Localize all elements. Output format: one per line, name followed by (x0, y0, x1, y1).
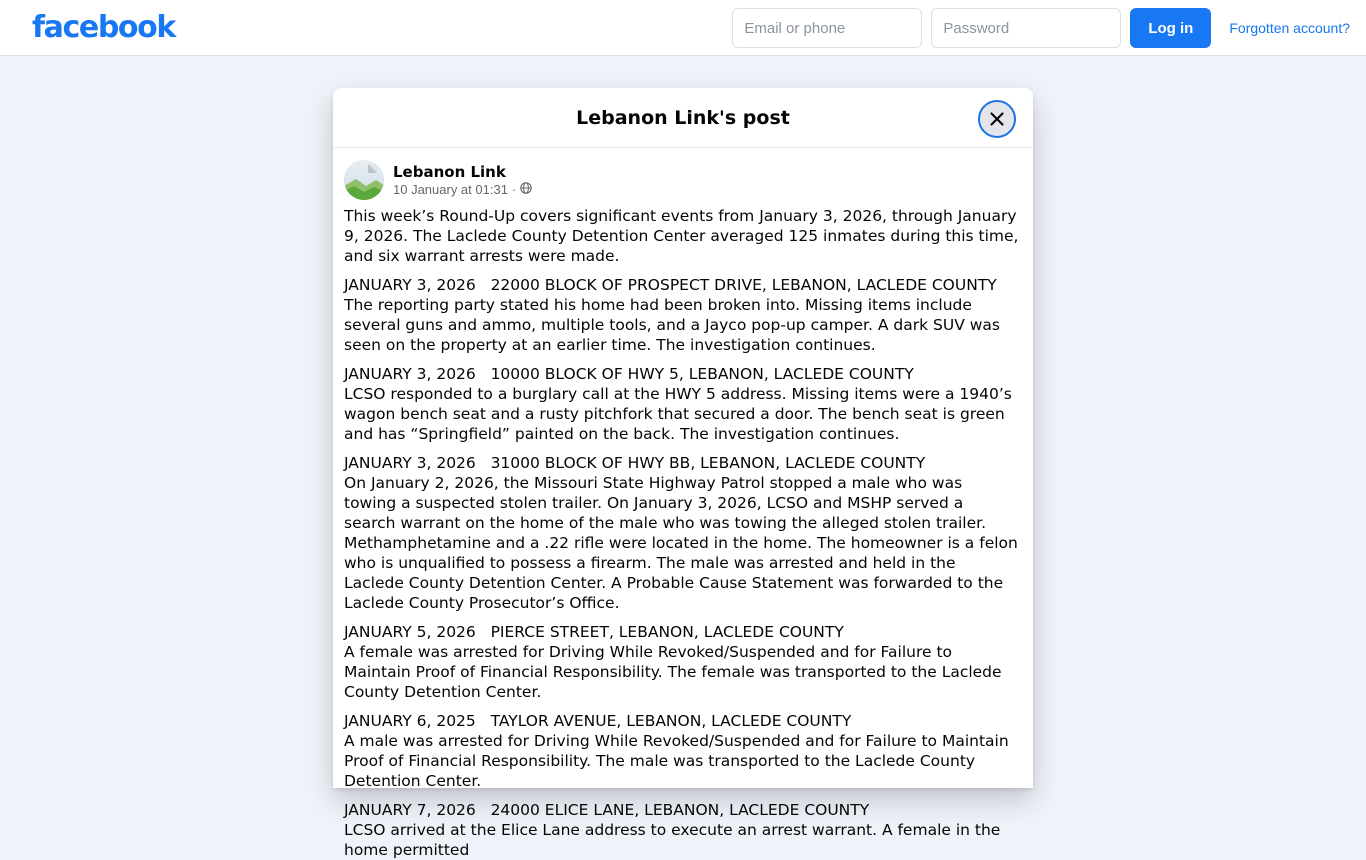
entry-heading (344, 711, 1019, 731)
post-timestamp[interactable]: 10 January at 01:31 (393, 181, 508, 197)
entry-heading (344, 275, 1019, 295)
entry-gap (476, 276, 491, 294)
post-scroll-area[interactable] (333, 148, 1033, 859)
post-author-row (344, 160, 1019, 206)
entry-body: On January 2, 2026, the Missouri State Highway Patrol stopped a male who was towing a suspected stolen trailer. On January 3, 2026, LCSO and MSHP served a search warrant on the home of the male who was towing the alleged stolen trailer. Methamphetamine and a .22 rifle were located in the home. The homeowner is a felon who is unqualified to possess a firearm. The male was arrested and held in the Laclede County Detention Center. A Probable Cause Statement was forwarded to the Laclede County Prosecutor’s Office. (344, 474, 1018, 612)
close-button[interactable] (978, 100, 1016, 138)
entry-body: The reporting party stated his home had been broken into. Missing items include several guns and ammo, multiple tools, and a Jayco pop-up camper. A dark SUV was seen on the property at an earlier time. The investigation continues. (344, 296, 1000, 354)
entry-body: LCSO responded to a burglary call at the HWY 5 address. Missing items were a 1940’s wagon bench seat and a rusty pitchfork that secured a door. The bench seat is green and has “Springfield” painted on the back. The investigation continues. (344, 385, 1012, 443)
post-dialog (333, 88, 1033, 859)
entry-body: A female was arrested for Driving While Revoked/Suspended and for Failure to Maintain Proof of Financial Responsibility. The female was transported to the Laclede County Detention Center. (344, 643, 1002, 701)
close-icon (989, 111, 1005, 127)
entry-gap (476, 712, 491, 730)
entry-body: A male was arrested for Driving While Revoked/Suspended and for Failure to Maintain Proof of Financial Responsibility. The male was transported to the Laclede County Detention Center. (344, 732, 1009, 790)
password-field[interactable] (931, 8, 1121, 48)
facebook-topbar (0, 0, 1366, 56)
entry-gap (476, 801, 491, 819)
dialog-title: Lebanon Link's post (576, 106, 790, 129)
post-intro: This week’s Round-Up covers significant events from January 3, 2026, through January 9, 2026. The Laclede County Detention Center averaged 125 inmates during this time, and six warrant arrests were made. (344, 207, 1019, 265)
entry-location: 22000 BLOCK OF PROSPECT DRIVE, LEBANON, LACLEDE COUNTY (490, 276, 997, 294)
entry-location: PIERCE STREET, LEBANON, LACLEDE COUNTY (490, 623, 844, 641)
entry-date: JANUARY 6, 2025 (344, 712, 476, 730)
avatar[interactable] (344, 160, 384, 200)
entry-gap (476, 454, 491, 472)
entry-location: 24000 ELICE LANE, LEBANON, LACLEDE COUNTY (490, 801, 870, 819)
incident-entries (344, 275, 1019, 860)
entry-date: JANUARY 3, 2026 (344, 276, 476, 294)
entry-gap (476, 623, 491, 641)
login-form (732, 8, 1350, 48)
entry-body: LCSO arrived at the Elice Lane address to execute an arrest warrant. A female in the home permitted (344, 821, 1001, 859)
entry-location: TAYLOR AVENUE, LEBANON, LACLEDE COUNTY (490, 712, 852, 730)
meta-separator: · (511, 181, 517, 197)
facebook-logo[interactable]: facebook (32, 10, 175, 45)
entry-heading (344, 364, 1019, 384)
dialog-header (333, 88, 1033, 148)
entry-heading (344, 800, 1019, 820)
email-or-phone-field[interactable] (732, 8, 922, 48)
entry-gap (476, 365, 491, 383)
post-meta-row (393, 181, 532, 198)
entry-date: JANUARY 5, 2026 (344, 623, 476, 641)
post-body (344, 206, 1019, 860)
entry-date: JANUARY 3, 2026 (344, 454, 476, 472)
forgotten-account-link[interactable]: Forgotten account? (1229, 20, 1350, 36)
log-in-button[interactable]: Log in (1130, 8, 1211, 48)
author-name[interactable]: Lebanon Link (393, 162, 506, 181)
entry-location: 31000 BLOCK OF HWY BB, LEBANON, LACLEDE COUNTY (490, 454, 926, 472)
entry-location: 10000 BLOCK OF HWY 5, LEBANON, LACLEDE COUNTY (490, 365, 914, 383)
globe-icon (520, 181, 532, 198)
entry-heading (344, 453, 1019, 473)
entry-date: JANUARY 3, 2026 (344, 365, 476, 383)
entry-date: JANUARY 7, 2026 (344, 801, 476, 819)
author-meta (393, 163, 532, 198)
entry-heading (344, 622, 1019, 642)
